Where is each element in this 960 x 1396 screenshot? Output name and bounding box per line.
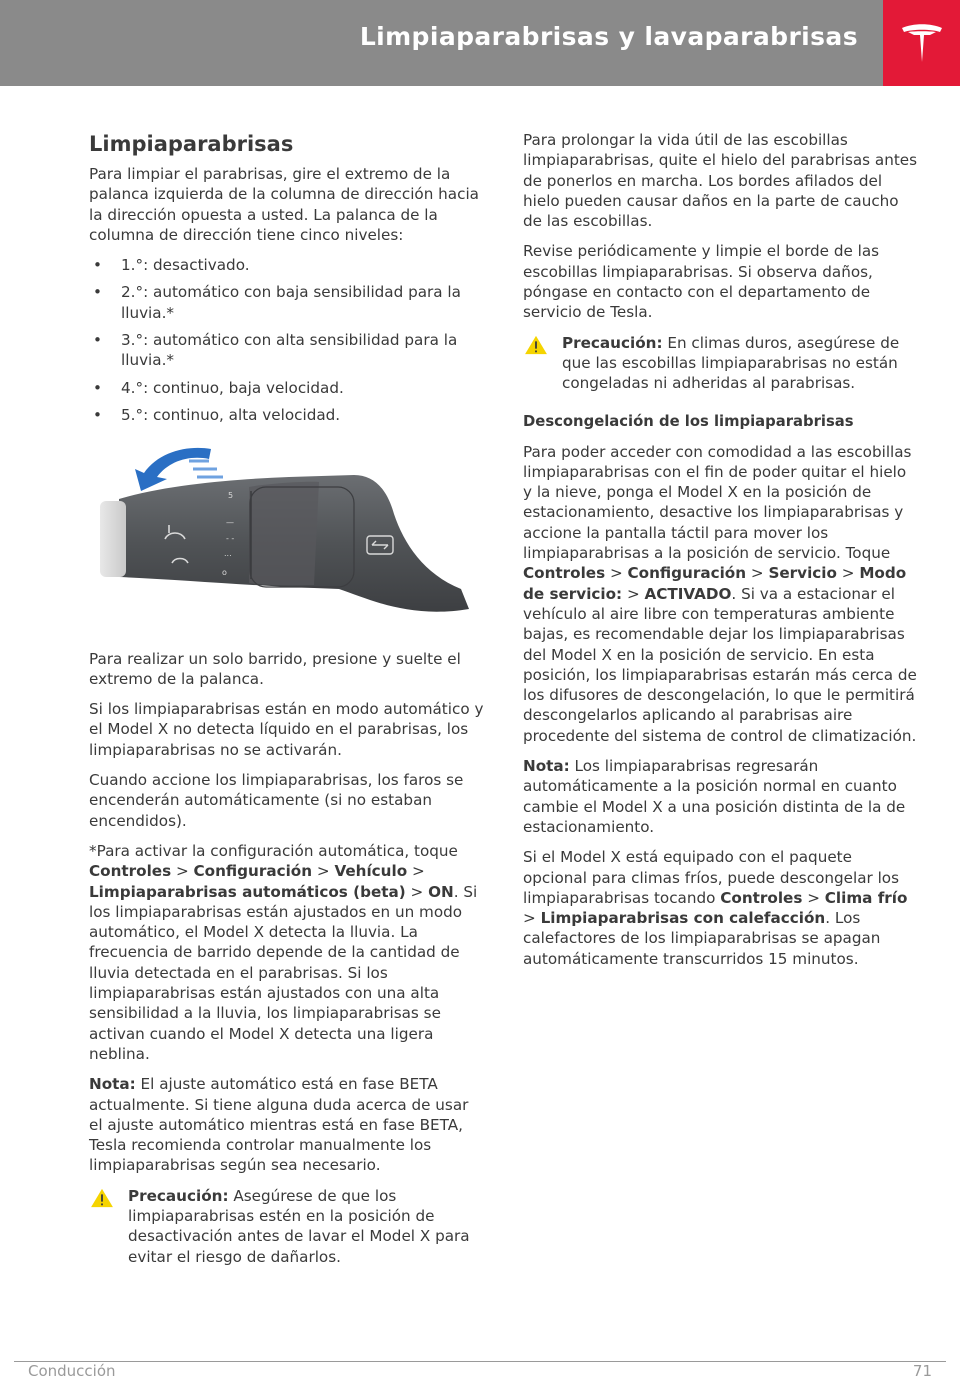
caution-label: Precaución: bbox=[562, 333, 663, 352]
path-separator: > bbox=[523, 909, 541, 928]
svg-text:o: o bbox=[222, 568, 227, 578]
note-label: Nota: bbox=[89, 1075, 136, 1094]
brand-logo bbox=[883, 0, 960, 86]
svg-text:...: ... bbox=[224, 549, 232, 559]
ui-path-on: ON bbox=[428, 882, 454, 901]
text-span: Si el Model X está equipado con el paquete opcional para climas fríos, puede descongelar los limpiaparabrisas tocando bbox=[523, 848, 899, 907]
path-separator: > bbox=[312, 862, 335, 881]
caution-box bbox=[523, 333, 918, 394]
ui-path-controls: Controles bbox=[89, 862, 172, 881]
levels-list bbox=[89, 255, 484, 425]
list-item: • 4.°: continuo, baja velocidad. bbox=[89, 378, 484, 398]
page-header bbox=[0, 0, 960, 86]
ui-path-service-mode: Modo de servicio: bbox=[523, 564, 907, 603]
text-span: . Si los limpiaparabrisas están ajustados en un modo automático, el Model X detecta la lluvia. La frecuencia de barrido depende de la cantidad de lluvia detectada en el parabrisas. Si los limpiaparabrisas están ajustados con una alta sensibilidad a la lluvia, los limpiaparabrisas se activan cuando el Model X detecta una ligera neblina. bbox=[89, 882, 478, 1063]
auto-no-liquid-paragraph: Si los limpiaparabrisas están en modo automático y el Model X no detecta líquido en el parabrisas, los limpiaparabrisas no se activarán. bbox=[89, 700, 484, 759]
ui-path-settings: Configuración bbox=[627, 564, 747, 583]
ui-path-service: Servicio bbox=[768, 564, 837, 583]
left-column bbox=[89, 130, 484, 1281]
path-separator: > bbox=[622, 584, 645, 603]
single-wipe-paragraph: Para realizar un solo barrido, presione y suelte el extremo de la palanca. bbox=[89, 649, 461, 688]
list-item: • 3.°: automático con alta sensibilidad para la lluvia.* bbox=[89, 330, 484, 371]
cold-weather-paragraph bbox=[523, 847, 918, 969]
path-separator: > bbox=[171, 862, 194, 881]
text-span: Para poder acceder con comodidad a las escobillas limpiaparabrisas con el fin de poder quitar el hielo y la nieve, ponga el Model X en la posición de estacionamiento, desactive los limpiaparabrisas y accione la pantalla táctil para mover los limpiaparabrisas a la posición de servicio. Toque bbox=[523, 442, 912, 563]
path-separator: > bbox=[605, 564, 628, 583]
tesla-logo-icon bbox=[899, 20, 945, 66]
headlights-paragraph: Cuando accione los limpiaparabrisas, los faros se encenderán automáticamente (si no estaban encendidos). bbox=[89, 771, 464, 830]
caution-text: En climas duros, asegúrese de que las escobillas limpiaparabrisas no están congeladas ni adheridas al parabrisas. bbox=[562, 333, 900, 393]
right-column bbox=[523, 130, 918, 979]
path-separator: > bbox=[802, 888, 825, 907]
path-separator: > bbox=[407, 862, 425, 881]
text-span: *Para activar la configuración automática, toque bbox=[89, 841, 458, 860]
list-item: • 1.°: desactivado. bbox=[89, 255, 484, 275]
list-item: • 5.°: continuo, alta velocidad. bbox=[89, 405, 484, 425]
path-separator: > bbox=[746, 564, 769, 583]
text-span: . Si va a estacionar el vehículo al aire libre con temperaturas ambiente bajas, es recomendable dejar los limpiaparabrisas del Model X en la posición de servicio. En esta posición, los limpiaparabrisas estarán más cerca de los difusores de descongelación, lo que le permitirá descongelarlos aplicando al parabrisas aire procedente del sistema de control de climatización. bbox=[523, 584, 917, 745]
ui-path-heated-wipers: Limpiaparabrisas con calefacción bbox=[540, 909, 826, 928]
wiper-stalk-illustration bbox=[89, 439, 484, 629]
page-number: 71 bbox=[912, 1362, 932, 1380]
page-title: Limpiaparabrisas y lavaparabrisas bbox=[359, 22, 858, 51]
note-label: Nota: bbox=[523, 757, 570, 776]
ui-path-auto-wipers: Limpiaparabrisas automáticos (beta) bbox=[89, 882, 406, 901]
footer-divider bbox=[14, 1361, 946, 1362]
note-text: Los limpiaparabrisas regresarán automáticamente a la posición normal en cuanto cambie el Model X a una posición distinta de la de estacionamiento. bbox=[523, 757, 906, 836]
ui-path-cold-weather: Clima frío bbox=[824, 888, 908, 907]
svg-text:—: — bbox=[226, 518, 234, 528]
ui-path-vehicle: Vehículo bbox=[334, 862, 408, 881]
path-separator: > bbox=[405, 882, 429, 901]
svg-text:- -: - - bbox=[226, 534, 235, 544]
section-heading: Limpiaparabrisas bbox=[89, 132, 294, 156]
svg-text:5: 5 bbox=[228, 491, 234, 501]
warning-triangle-icon bbox=[89, 1188, 115, 1208]
auto-config-paragraph bbox=[89, 841, 484, 1064]
note-paragraph bbox=[523, 756, 918, 837]
inspect-paragraph: Revise periódicamente y limpie el borde de las escobillas limpiaparabrisas. Si observa daños, póngase en contacto con el departamento de servicio de Tesla. bbox=[523, 242, 880, 322]
warning-triangle-icon bbox=[523, 335, 549, 355]
defrost-heading: Descongelación de los limpiaparabrisas bbox=[523, 412, 854, 430]
caution-box bbox=[89, 1186, 484, 1267]
defrost-paragraph bbox=[523, 442, 918, 746]
footer-section: Conducción bbox=[28, 1362, 116, 1380]
ui-path-controls: Controles bbox=[720, 888, 803, 907]
text-span: . Los calefactores de los limpiaparabrisas se apagan automáticamente transcurridos 15 minutos. bbox=[523, 909, 881, 968]
intro-paragraph: Para limpiar el parabrisas, gire el extremo de la palanca izquierda de la columna de dirección hacia la dirección opuesta a usted. La palanca de la columna de dirección tiene cinco niveles: bbox=[89, 165, 479, 244]
ui-path-activated: ACTIVADO bbox=[644, 584, 732, 603]
lifespan-paragraph: Para prolongar la vida útil de las escobillas limpiaparabrisas, quite el hielo del parabrisas antes de ponerlos en marcha. Los bordes afilados del hielo pueden causar daños en la parte de caucho de las escobillas. bbox=[523, 131, 918, 231]
ui-path-controls: Controles bbox=[523, 564, 606, 583]
list-item: • 2.°: automático con baja sensibilidad para la lluvia.* bbox=[89, 282, 484, 323]
note-text: El ajuste automático está en fase BETA actualmente. Si tiene alguna duda acerca de usar el ajuste automático mientras está en fase BETA, Tesla recomienda controlar manualmente los limpiaparabrisas según sea necesario. bbox=[89, 1075, 469, 1175]
path-separator: > bbox=[836, 564, 860, 583]
note-paragraph bbox=[89, 1074, 484, 1175]
caution-label: Precaución: bbox=[128, 1186, 229, 1205]
caution-text: Asegúrese de que los limpiaparabrisas estén en la posición de desactivación antes de lavar el Model X para evitar el riesgo de dañarlos. bbox=[128, 1186, 470, 1266]
ui-path-settings: Configuración bbox=[193, 862, 313, 881]
